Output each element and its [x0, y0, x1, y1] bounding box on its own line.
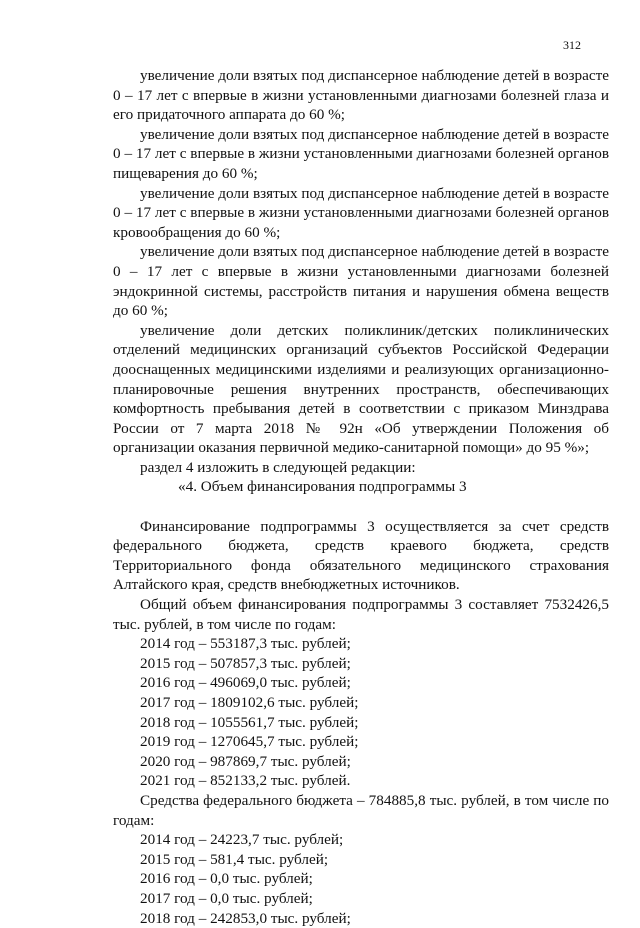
page-number: 312: [563, 38, 581, 52]
year-line: 2015 год – 581,4 тыс. рублей;: [140, 850, 329, 868]
year-line: 2014 год – 24223,7 тыс. рублей;: [140, 831, 344, 849]
paragraph: раздел 4 изложить в следующей редакции:: [140, 458, 416, 476]
federal-paragraph: Средства федерального бюджета – 784885,8 тыс. рублей, в том числе по годам:: [113, 791, 609, 829]
year-line: 2018 год – 242853,0 тыс. рублей;: [140, 909, 351, 927]
year-line: 2017 год – 0,0 тыс. рублей;: [140, 889, 313, 907]
year-line: 2018 год – 1055561,7 тыс. рублей;: [140, 713, 359, 731]
year-line: 2014 год – 553187,3 тыс. рублей;: [140, 635, 351, 653]
financing-paragraph: Финансирование подпрограммы 3 осуществляется за счет средств федерального бюджета, средств краевого бюджета, средств Территориального фонда обязательного медицинского страхования Алтайского края, средств внебюджетных источников.: [113, 517, 609, 594]
document-body: [113, 66, 609, 928]
paragraph: увеличение доли взятых под диспансерное наблюдение детей в возрасте 0 – 17 лет с впервые в жизни установленными диагнозами болезней органов кровообращения до 60 %;: [113, 184, 609, 241]
year-line: 2019 год – 1270645,7 тыс. рублей;: [140, 733, 359, 751]
paragraph: увеличение доли взятых под диспансерное наблюдение детей в возрасте 0 – 17 лет с впервые в жизни установленными диагнозами болезней органов пищеварения до 60 %;: [113, 125, 609, 182]
year-line: 2017 год – 1809102,6 тыс. рублей;: [140, 694, 359, 711]
paragraph: увеличение доли взятых под диспансерное наблюдение детей в возрасте 0 – 17 лет с впервые в жизни установленными диагнозами болезней глаза и его придаточного аппарата до 60 %;: [113, 67, 609, 124]
spacer: [113, 497, 609, 517]
year-line: 2016 год – 0,0 тыс. рублей;: [140, 870, 313, 888]
paragraph: увеличение доли детских поликлиник/детских поликлинических отделений медицинских организаций субъектов Российской Федерации дооснащенных медицинскими изделиями и реализующих организационно-планировочные решения внутренних пространств, обеспечивающих комфортность пребывания детей в соответствии с приказом Минздрава России от 7 марта 2018 № 92н «Об утверждении Положения об организации оказания первичной медико-санитарной помощи» до 95 %»;: [113, 321, 609, 457]
year-line: 2021 год – 852133,2 тыс. рублей.: [140, 772, 351, 790]
paragraph: увеличение доли взятых под диспансерное наблюдение детей в возрасте 0 – 17 лет с впервые в жизни установленными диагнозами болезней эндокринной системы, расстройств питания и нарушения обмена веществ до 60 %;: [113, 243, 609, 320]
total-paragraph: Общий объем финансирования подпрограммы 3 составляет 7532426,5 тыс. рублей, в том числе по годам:: [113, 596, 609, 633]
year-line: 2015 год – 507857,3 тыс. рублей;: [140, 654, 351, 672]
year-line: 2020 год – 987869,7 тыс. рублей;: [140, 752, 351, 770]
year-line: 2016 год – 496069,0 тыс. рублей;: [140, 674, 351, 692]
section-heading: «4. Объем финансирования подпрограммы 3: [178, 478, 467, 496]
